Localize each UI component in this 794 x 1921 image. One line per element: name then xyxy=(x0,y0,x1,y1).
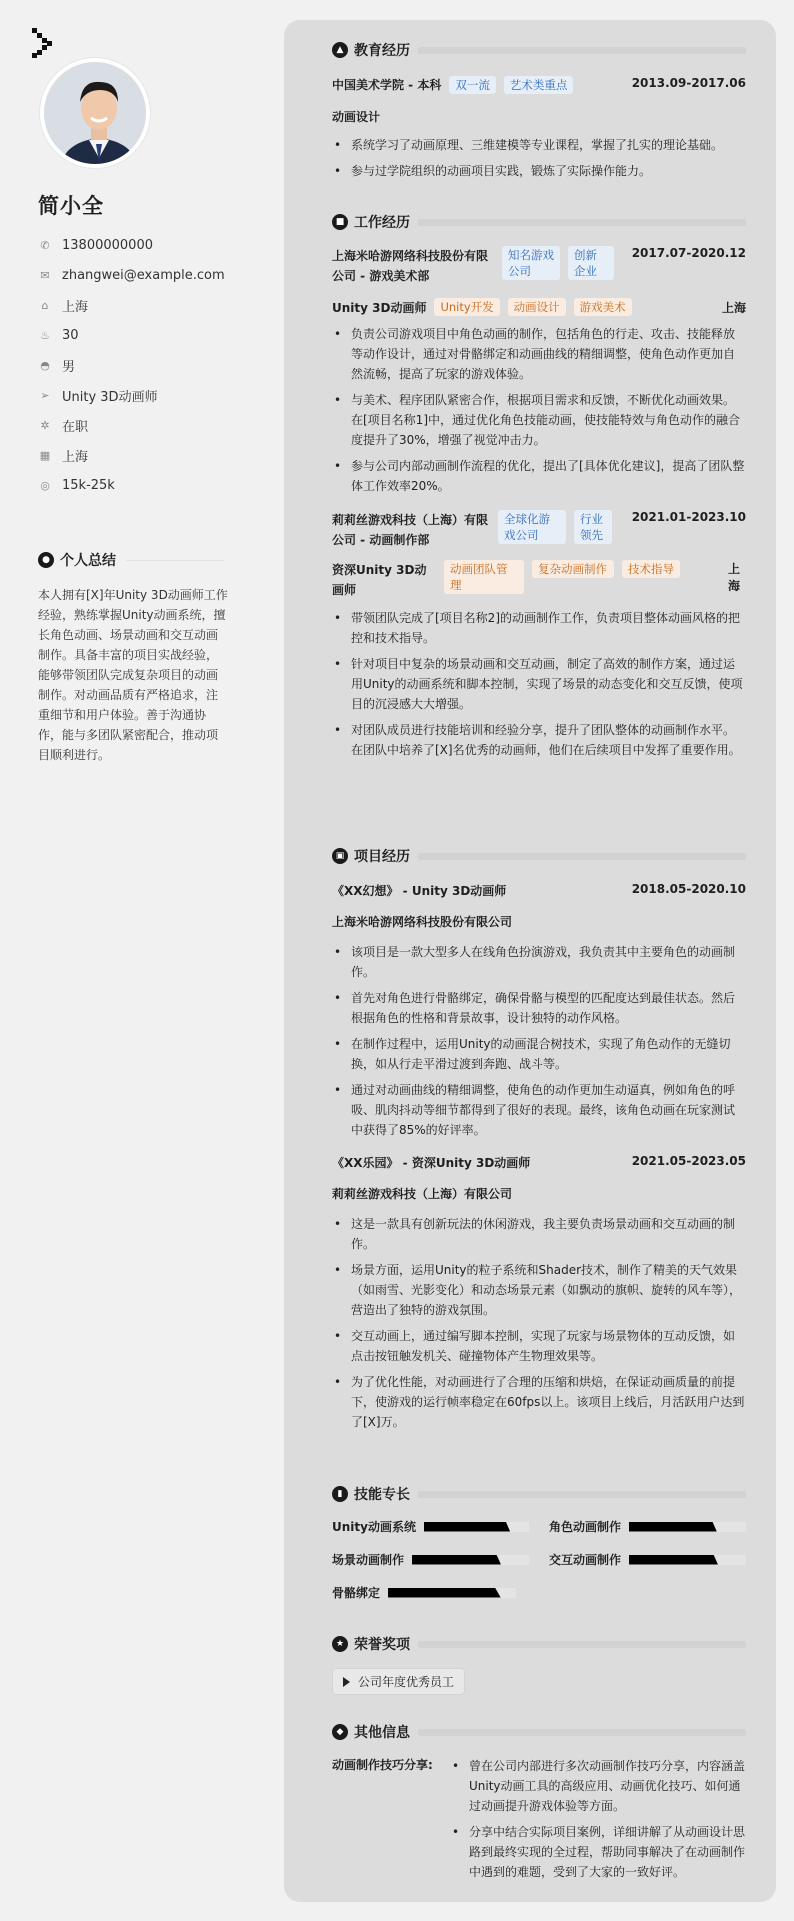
school-name: 中国美术学院 - 本科 xyxy=(332,78,442,92)
gender-icon: ◓ xyxy=(40,358,50,372)
skill-item xyxy=(332,1518,529,1535)
skill-bar-fill xyxy=(424,1522,510,1532)
grid-icon: ▣ xyxy=(332,848,348,864)
phone-icon: ✆ xyxy=(40,238,50,252)
building-icon: ▦ xyxy=(39,448,51,462)
award-label: 公司年度优秀员工 xyxy=(358,1675,455,1689)
skill-item xyxy=(332,1551,529,1568)
company-tag: 全球化游戏公司 xyxy=(498,510,566,544)
project-company: 上海米哈游网络科技股份有限公司 xyxy=(332,915,513,929)
list-item: • 首先对角色进行骨骼绑定，确保骨骼与模型的匹配度达到最佳状态。然后根据角色的性格和背景故事，设计独特的动作风格。 xyxy=(332,988,746,1028)
user-icon: ● xyxy=(38,552,54,568)
list-item: • 参与公司内部动画制作流程的优化，提出了[具体优化建议]，提高了团队整体工作效率20%。 xyxy=(332,456,746,496)
project-header xyxy=(332,1154,746,1171)
honors-section xyxy=(332,1634,746,1695)
education-title: 教育经历 xyxy=(354,43,410,59)
skill-tag: 复杂动画制作 xyxy=(532,560,614,578)
list-item: • 带领团队完成了[项目名称2]的动画制作工作，负责项目整体动画风格的把控和技术指导。 xyxy=(332,608,746,648)
position-row xyxy=(332,560,746,600)
projects-heading xyxy=(332,846,746,866)
chart-icon: ▮ xyxy=(332,1486,348,1502)
job-city: 上海 xyxy=(728,562,741,593)
coin-icon: ◎ xyxy=(40,478,50,492)
company-name: 上海米哈游网络科技股份有限公司 - 游戏美术部 xyxy=(332,249,489,283)
education-tag: 双一流 xyxy=(449,76,496,94)
list-item: • 在制作过程中，运用Unity的动画混合树技术，实现了角色动作的无缝切换，如从行走平滑过渡到奔跑、战斗等。 xyxy=(332,1034,746,1074)
skill-bar-fill xyxy=(388,1588,501,1598)
summary-heading xyxy=(38,550,224,570)
salary-value: 15k-25k xyxy=(62,477,115,493)
summary-text: 本人拥有[X]年Unity 3D动画师工作经验，熟练掌握Unity动画系统，擅长角色动画、场景动画和交互动画制作。具备丰富的项目实战经验，能够带领团队完成复杂项目的动画制作。对动画品质有严格追求，注重细节和用户体验。善于沟通协作，能与多团队紧密配合，推动项目顺利进行。 xyxy=(38,588,228,762)
trophy-icon: ★ xyxy=(332,1636,348,1652)
other-section xyxy=(332,1722,746,1888)
list-item: • 曾在公司内部进行多次动画制作技巧分享，内容涵盖Unity动画工具的高级应用、动画优化技巧、如何通过动画提升游戏体验等方面。 xyxy=(450,1756,746,1816)
major: 动画设计 xyxy=(332,110,381,124)
job-header xyxy=(332,510,746,550)
other-row xyxy=(332,1756,746,1888)
age-value: 30 xyxy=(62,327,79,343)
project-bullets xyxy=(332,942,746,1140)
list-item: • 与美术、程序团队紧密合作，根据项目需求和反馈，不断优化动画效果。在[项目名称1]中，通过优化角色技能动画，使技能特效与角色动作的融合度提升了30%，增强了视觉冲击力。 xyxy=(332,390,746,450)
city-value: 上海 xyxy=(62,299,89,315)
list-item: • 分享中结合实际项目案例，详细讲解了从动画设计思路到最终实现的全过程，帮助同事解决了在动画制作中遇到的难题，受到了大家的一致好评。 xyxy=(450,1822,746,1882)
education-section xyxy=(332,40,746,187)
position-title: Unity 3D动画师 xyxy=(332,300,427,315)
email-value: zhangwei@example.com xyxy=(62,267,225,283)
city-row xyxy=(38,290,248,320)
position-title: 资深Unity 3D动画师 xyxy=(332,563,427,597)
education-bullets xyxy=(332,135,746,181)
sidebar xyxy=(0,0,260,1921)
home-icon: ⌂ xyxy=(41,298,49,312)
company-tag: 知名游戏公司 xyxy=(502,246,560,280)
project-bullets xyxy=(332,1214,746,1432)
list-item: • 该项目是一款大型多人在线角色扮演游戏，我负责其中主要角色的动画制作。 xyxy=(332,942,746,982)
honors-heading xyxy=(332,1634,746,1654)
project-date: 2018.05-2020.10 xyxy=(631,882,746,896)
main-panel xyxy=(284,20,776,1902)
education-date: 2013.09-2017.06 xyxy=(631,76,746,90)
phone-value: 13800000000 xyxy=(62,237,153,253)
other-title: 其他信息 xyxy=(354,1725,410,1741)
project-date: 2021.05-2023.05 xyxy=(631,1154,746,1168)
job-row xyxy=(38,380,248,410)
summary-title: 个人总结 xyxy=(60,553,116,569)
skill-bar-fill xyxy=(629,1555,718,1565)
status-value: 在职 xyxy=(62,419,89,435)
skill-tag: 动画团队管理 xyxy=(444,560,524,594)
phone-row xyxy=(38,230,248,260)
skill-tag: 技术指导 xyxy=(622,560,680,578)
skill-name: 场景动画制作 xyxy=(332,1553,405,1567)
gender-row xyxy=(38,350,248,380)
skill-bar-fill xyxy=(629,1522,717,1532)
skills-heading xyxy=(332,1484,746,1504)
skill-item xyxy=(549,1551,746,1568)
list-item: • 负责公司游戏项目中角色动画的制作，包括角色的行走、攻击、技能释放等动作设计，通过对骨骼绑定和动画曲线的精细调整，使角色动作更加自然流畅，提高了玩家的游戏体验。 xyxy=(332,324,746,384)
skill-item xyxy=(549,1518,746,1535)
skill-tag: 游戏美术 xyxy=(574,298,632,316)
logo-icon xyxy=(32,28,54,58)
project-name: 《XX幻想》 - Unity 3D动画师 xyxy=(332,884,507,898)
list-item: • 对团队成员进行技能培训和经验分享，提升了团队整体的动画制作水平。在团队中培养了[X]名优秀的动画师，他们在后续项目中发挥了重要作用。 xyxy=(332,720,746,760)
list-item: • 系统学习了动画原理、三维建模等专业课程，掌握了扎实的理论基础。 xyxy=(332,135,746,155)
skills-grid xyxy=(332,1518,746,1601)
avatar xyxy=(40,58,150,168)
projects-title: 项目经历 xyxy=(354,849,410,865)
contact-info xyxy=(38,230,248,500)
work-section xyxy=(332,212,746,766)
education-heading xyxy=(332,40,746,60)
company-tag: 行业领先 xyxy=(574,510,612,544)
target-city-value: 上海 xyxy=(62,449,89,465)
project-header xyxy=(332,882,746,899)
list-item: • 参与过学院组织的动画项目实践，锻炼了实际操作能力。 xyxy=(332,161,746,181)
company-name: 莉莉丝游戏科技（上海）有限公司 - 动画制作部 xyxy=(332,513,489,547)
skill-name: 骨骼绑定 xyxy=(332,1586,381,1600)
award-item xyxy=(332,1668,465,1695)
work-heading xyxy=(332,212,746,232)
skill-tag: 动画设计 xyxy=(508,298,566,316)
target-city-row xyxy=(38,440,248,470)
graduation-cap-icon: ▲ xyxy=(332,42,348,58)
list-item: • 这是一款具有创新玩法的休闲游戏，我主要负责场景动画和交互动画的制作。 xyxy=(332,1214,746,1254)
company-tag: 创新企业 xyxy=(568,246,614,280)
skill-item xyxy=(332,1584,516,1601)
briefcase-icon: ■ xyxy=(332,214,348,230)
skill-name: 交互动画制作 xyxy=(549,1553,622,1567)
job-date: 2017.07-2020.12 xyxy=(631,246,746,260)
education-tag: 艺术类重点 xyxy=(504,76,574,94)
skill-bar xyxy=(412,1555,529,1565)
education-row xyxy=(332,76,746,94)
skills-section xyxy=(332,1484,746,1601)
list-item: • 交互动画上，通过编写脚本控制，实现了玩家与场景物体的互动反馈，如点击按钮触发机关、碰撞物体产生物理效果等。 xyxy=(332,1326,746,1366)
job-bullets xyxy=(332,324,746,496)
skill-bar-fill xyxy=(412,1555,501,1565)
list-item: • 场景方面，运用Unity的粒子系统和Shader技术，制作了精美的天气效果（如雨雪、光影变化）和动态场景元素（如飘动的旗帜、旋转的风车等），营造出了独特的游戏氛围。 xyxy=(332,1260,746,1320)
salary-row xyxy=(38,470,248,500)
gender-value: 男 xyxy=(62,359,76,375)
email-row xyxy=(38,260,248,290)
skill-bar xyxy=(424,1522,529,1532)
skills-title: 技能专长 xyxy=(354,1487,410,1503)
sun-icon: ✲ xyxy=(40,418,50,432)
list-item: • 为了优化性能，对动画进行了合理的压缩和烘焙，在保证动画质量的前提下，使游戏的运行帧率稳定在60fps以上。该项目上线后，月活跃用户达到了[X]万。 xyxy=(332,1372,746,1432)
job-value: Unity 3D动画师 xyxy=(62,389,158,405)
play-icon xyxy=(343,1677,350,1687)
skill-bar xyxy=(629,1555,746,1565)
job-city: 上海 xyxy=(721,300,746,315)
skill-tag: Unity开发 xyxy=(434,298,499,316)
position-row xyxy=(332,298,746,316)
cake-icon: ♨ xyxy=(40,328,50,342)
project-name: 《XX乐园》 - 资深Unity 3D动画师 xyxy=(332,1156,531,1170)
projects-section xyxy=(332,846,746,1438)
project-company: 莉莉丝游戏科技（上海）有限公司 xyxy=(332,1187,513,1201)
mail-icon: ✉ xyxy=(40,268,50,282)
skill-bar xyxy=(629,1522,746,1532)
candidate-name: 简小全 xyxy=(38,194,104,218)
info-icon: ◆ xyxy=(332,1724,348,1740)
other-bullets xyxy=(450,1756,746,1888)
list-item: • 通过对动画曲线的精细调整，使角色的动作更加生动逼真，例如角色的呼吸、肌肉抖动等细节都得到了很好的表现。最终，该角色动画在玩家测试中获得了85%的好评率。 xyxy=(332,1080,746,1140)
job-header xyxy=(332,246,746,286)
age-row xyxy=(38,320,248,350)
send-icon: ➢ xyxy=(40,388,50,402)
list-item: • 针对项目中复杂的场景动画和交互动画，制定了高效的制作方案，通过运用Unity的动画系统和脚本控制，实现了场景的动态变化和交互反馈，使项目的沉浸感大大增强。 xyxy=(332,654,746,714)
avatar-portrait-icon xyxy=(44,62,150,168)
work-title: 工作经历 xyxy=(354,215,410,231)
other-label: 动画制作技巧分享: xyxy=(332,1758,433,1772)
status-row xyxy=(38,410,248,440)
other-heading xyxy=(332,1722,746,1742)
job-date: 2021.01-2023.10 xyxy=(631,510,746,524)
job-bullets xyxy=(332,608,746,760)
skill-bar xyxy=(388,1588,516,1598)
skill-name: Unity动画系统 xyxy=(332,1520,416,1534)
skill-name: 角色动画制作 xyxy=(549,1520,622,1534)
honors-title: 荣誉奖项 xyxy=(354,1637,410,1653)
